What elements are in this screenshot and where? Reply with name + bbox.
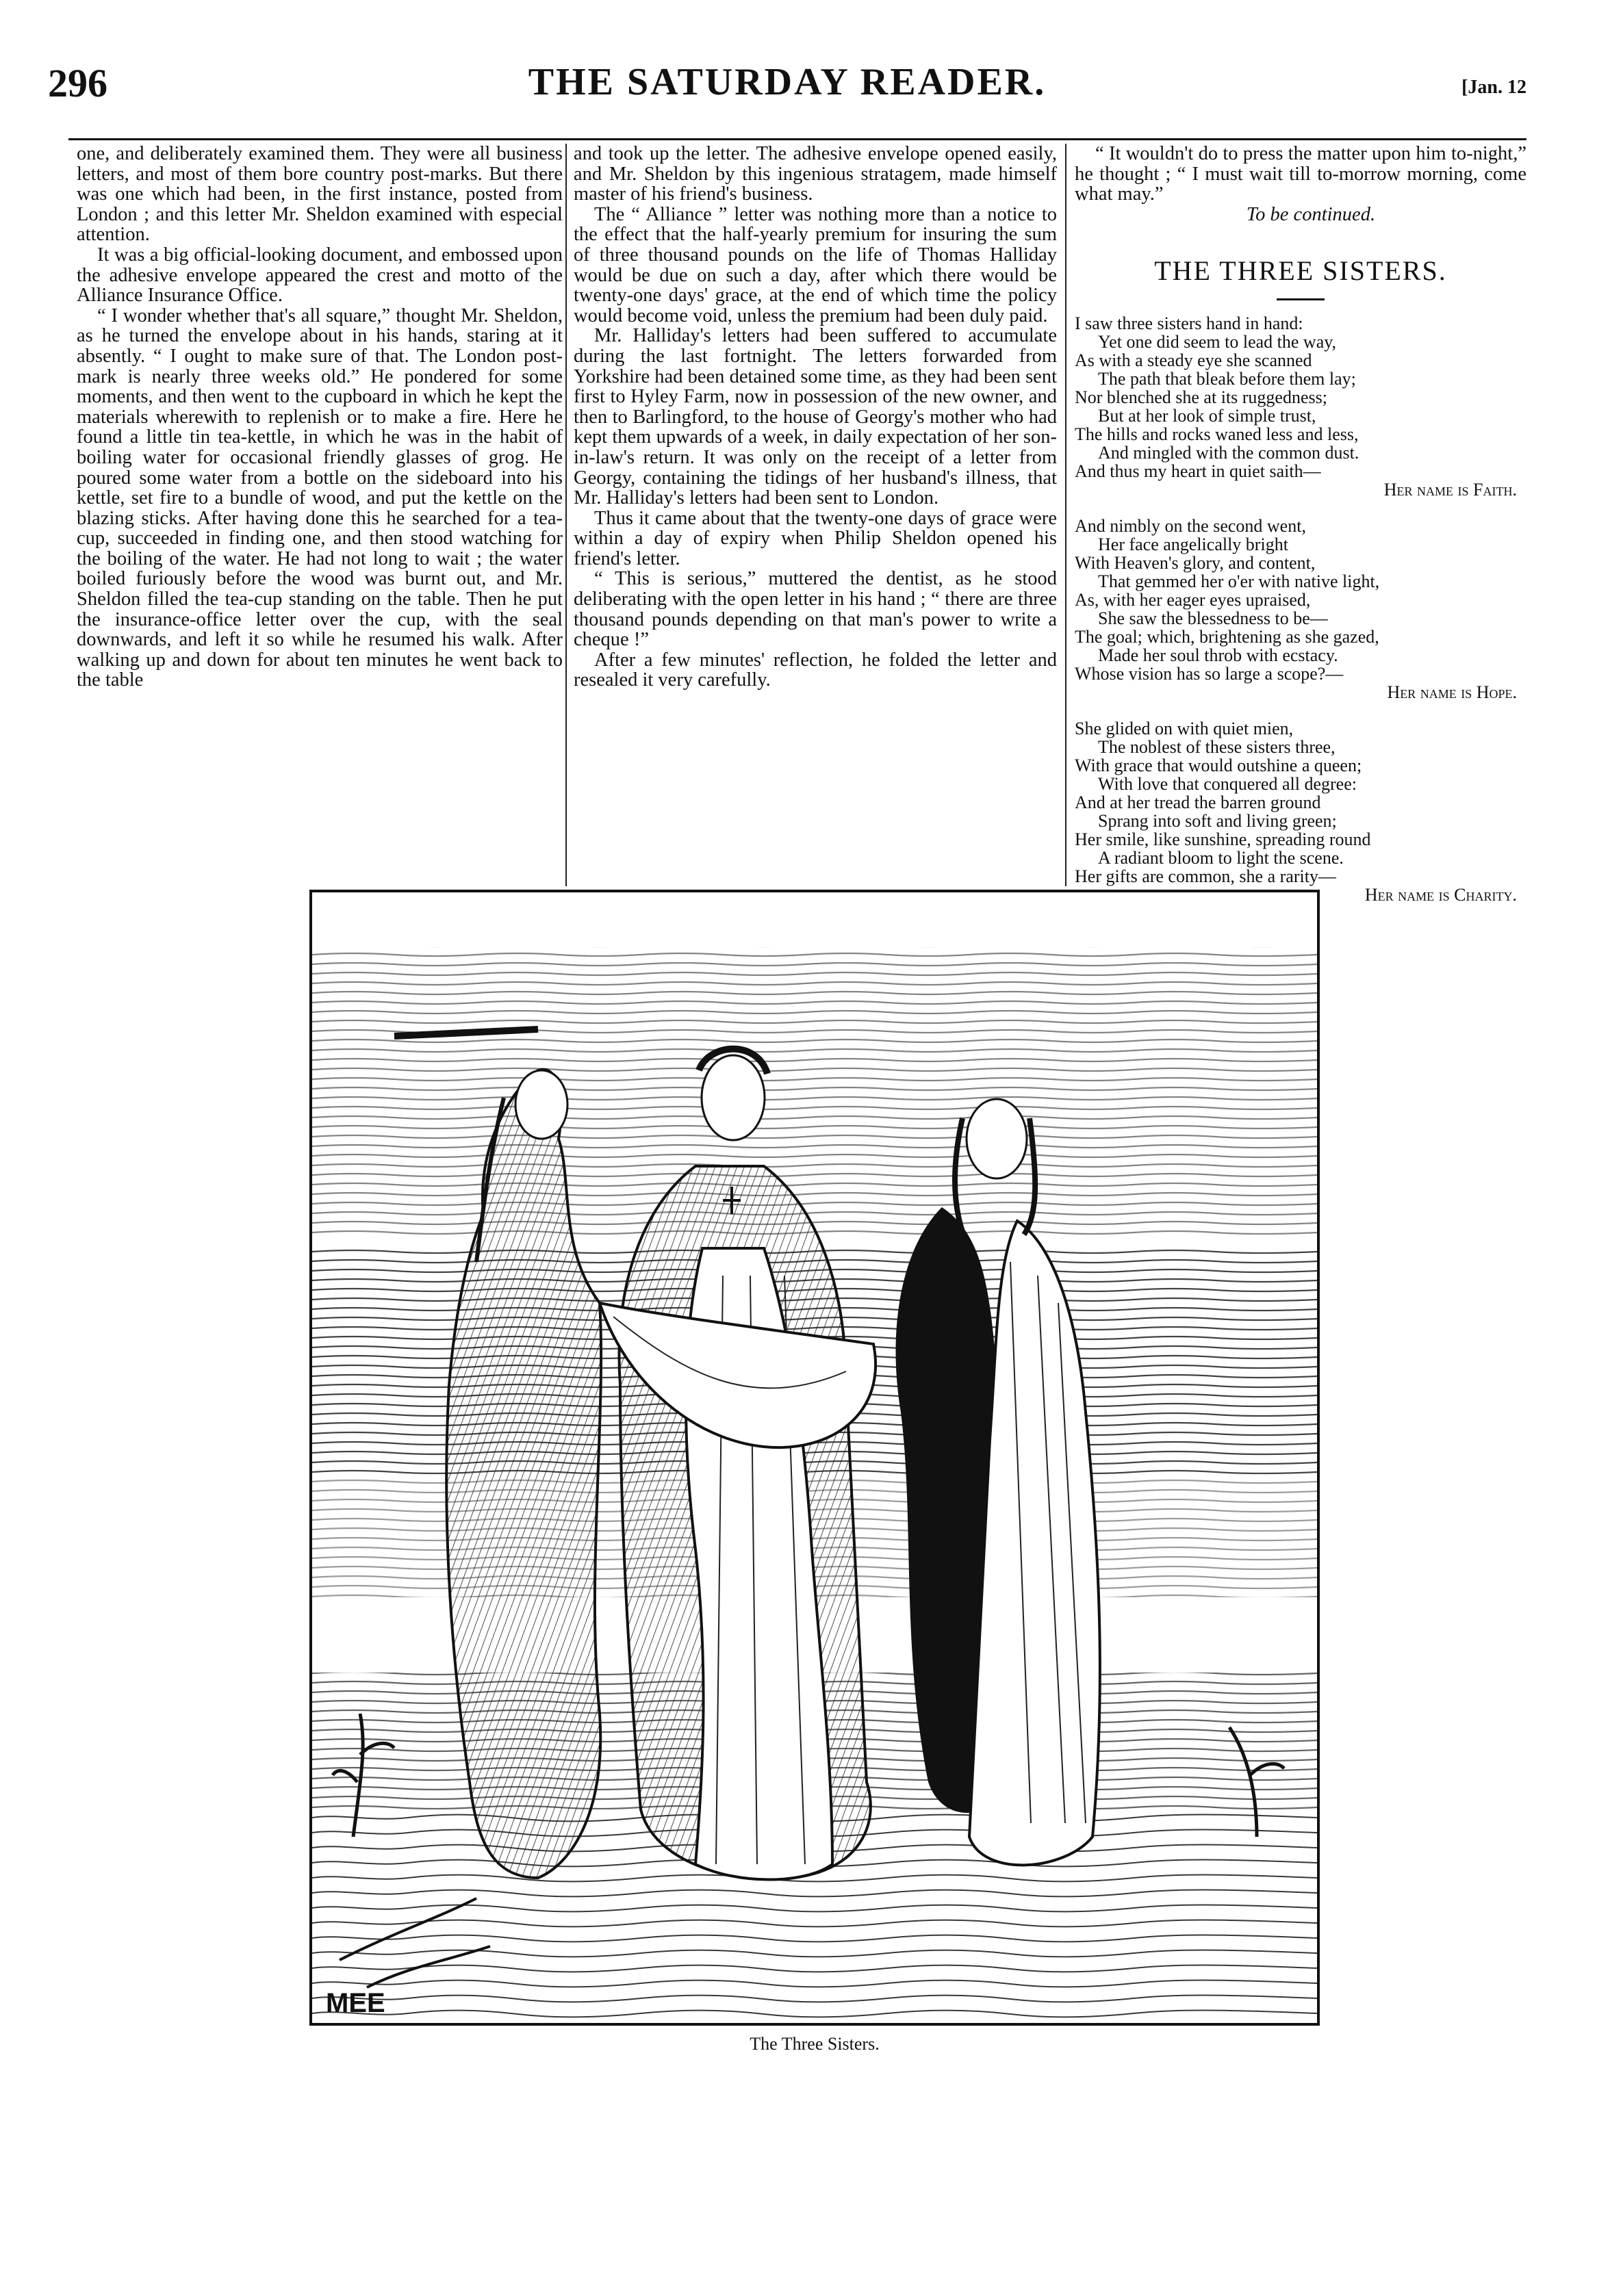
- paragraph: “ This is serious,” muttered the dentist, as he stood deliberating with the open letter in his hand ; “ there are three thousand pounds depending on that man's power to write a cheque !”: [574, 568, 1057, 651]
- page-number: 296: [48, 61, 107, 105]
- poem-line: The noblest of these sisters three,: [1098, 737, 1336, 758]
- text-column-3: [1075, 144, 1526, 910]
- paragraph: Mr. Halliday's letters had been suffered to accumulate during the last fortnight. The letters forwarded from Yorkshire had been detained some time, as they had been sent first to Hyley Farm, now in possession of the new owner, and then to Barlingford, to the house of Georgy's mother who had kept them upwards of a week, in daily expectation of her son-in-law's return. It was only on the receipt of a letter from Georgy, containing the tidings of her husband's illness, that Mr. Halliday's letters had been sent to London.: [574, 325, 1057, 509]
- poem-title: THE THREE SISTERS.: [1154, 255, 1447, 287]
- paragraph: “ I wonder whether that's all square,” thought Mr. Sheldon, as he turned the envelope about in his hands, staring at it absently. “ I ought to make sure of that. The London post-mark is nearly three weeks old.” He pondered for some moments, and then went to the cupboard in which he kept the materials wherewith to replenish or to make a fire. Here he found a little tin tea-kettle, in which he was in the habit of boiling water for occasional friendly glasses of grog. He poured some water from a bottle on the sideboard into his kettle, set fire to a bundle of wood, and put the kettle on the blazing sticks. After having done this he searched for a tea-cup, succeeded in finding one, and then stood watching for the boiling of the water. He had not long to wait ; the water boiled furiously before the wood was burnt out, and Mr. Sheldon filled the tea-cup standing on the table. Then he put the insurance-office letter over the cup, with the seal downwards, and left it so while he resumed his walk. After walking up and down for about ten minutes he went back to the table: [77, 305, 563, 691]
- poem-line: Whose vision has so large a scope?—: [1075, 664, 1344, 684]
- poem-line: The goal; which, brightening as she gazed,: [1075, 627, 1379, 647]
- poem-line: As with a steady eye she scanned: [1075, 350, 1312, 371]
- poem-line: Her face angelically bright: [1098, 534, 1288, 555]
- poem-line: And thus my heart in quiet saith—: [1075, 461, 1321, 482]
- column-divider: [565, 144, 567, 886]
- text-column-2: [574, 144, 1057, 890]
- illustration-caption: The Three Sisters.: [750, 2034, 880, 2054]
- poem-line: Made her soul throb with ecstacy.: [1098, 645, 1338, 666]
- poem-stanza-2: [1075, 517, 1526, 701]
- poem-line: With love that conquered all degree:: [1098, 774, 1357, 795]
- poem-line: With Heaven's glory, and content,: [1075, 553, 1316, 573]
- journal-title: THE SATURDAY READER.: [528, 61, 1047, 103]
- artist-signature: MEE: [326, 1988, 385, 2018]
- poem-line: The hills and rocks waned less and less,: [1075, 424, 1359, 445]
- column-divider: [1065, 144, 1066, 886]
- header-rule: [68, 138, 1526, 140]
- poem-line: Her smile, like sunshine, spreading round: [1075, 829, 1371, 850]
- poem-line: She saw the blessedness to be—: [1098, 608, 1328, 629]
- poem-line: She glided on with quiet mien,: [1075, 719, 1294, 739]
- poem-stanza-1: [1075, 314, 1526, 499]
- poem-line: Yet one did seem to lead the way,: [1098, 332, 1337, 352]
- poem-line: With grace that would outshine a queen;: [1075, 756, 1362, 776]
- poem-signature: Her name is Charity.: [1364, 885, 1517, 905]
- poem-line: Sprang into soft and living green;: [1098, 811, 1337, 831]
- poem-line: Nor blenched she at its ruggedness;: [1075, 387, 1327, 408]
- paragraph: The “ Alliance ” letter was nothing more than a notice to the effect that the half-yearly premium for insuring the sum of three thousand pounds on the life of Thomas Halliday would be due on such a day, after which there would be twenty-one days' grace, at the end of which time the policy would become void, unless the premium had been duly paid.: [574, 203, 1057, 326]
- paragraph: Thus it came about that the twenty-one days of grace were within a day of expiry when Philip Sheldon opened his friend's letter.: [574, 507, 1057, 569]
- paragraph: “ It wouldn't do to press the matter upon him to-night,” he thought ; “ I must wait till to-morrow morning, come what may.”: [1075, 143, 1526, 205]
- poem-signature: Her name is Faith.: [1383, 480, 1517, 500]
- poem-line: And at her tread the barren ground: [1075, 792, 1321, 813]
- engraving-three-sisters: [309, 890, 1320, 2026]
- poem-line: The path that bleak before them lay;: [1098, 369, 1356, 389]
- paragraph: and took up the letter. The adhesive envelope opened easily, and Mr. Sheldon by this ingenious stratagem, made himself master of his friend's business.: [574, 143, 1057, 205]
- poem-line: But at her look of simple trust,: [1098, 406, 1316, 426]
- poem-signature: Her name is Hope.: [1387, 682, 1517, 703]
- text-column-1: [77, 144, 563, 890]
- issue-date: [Jan. 12: [1461, 77, 1526, 98]
- title-rule: [1277, 298, 1325, 300]
- page-header: [48, 60, 1526, 115]
- poem-line: As, with her eager eyes upraised,: [1075, 590, 1311, 610]
- paragraph: one, and deliberately examined them. They were all business letters, and most of them bore country post-marks. But there was one which had been, in the first instance, posted from London ; and this letter Mr. Sheldon examined with especial attention.: [77, 143, 563, 246]
- to-be-continued: To be continued.: [1246, 203, 1376, 225]
- poem-line: I saw three sisters hand in hand:: [1075, 313, 1303, 334]
- poem-stanza-3: [1075, 719, 1526, 904]
- paragraph: After a few minutes' reflection, he folded the letter and resealed it very carefully.: [574, 649, 1057, 691]
- poem-line: Her gifts are common, she a rarity—: [1075, 866, 1336, 887]
- poem-line: And mingled with the common dust.: [1098, 443, 1359, 463]
- poem-line: And nimbly on the second went,: [1075, 516, 1306, 537]
- poem-line: That gemmed her o'er with native light,: [1098, 571, 1380, 592]
- poem-line: A radiant bloom to light the scene.: [1098, 848, 1344, 868]
- paragraph: It was a big official-looking document, and embossed upon the adhesive envelope appeared the crest and motto of the Alliance Insurance Office.: [77, 244, 563, 307]
